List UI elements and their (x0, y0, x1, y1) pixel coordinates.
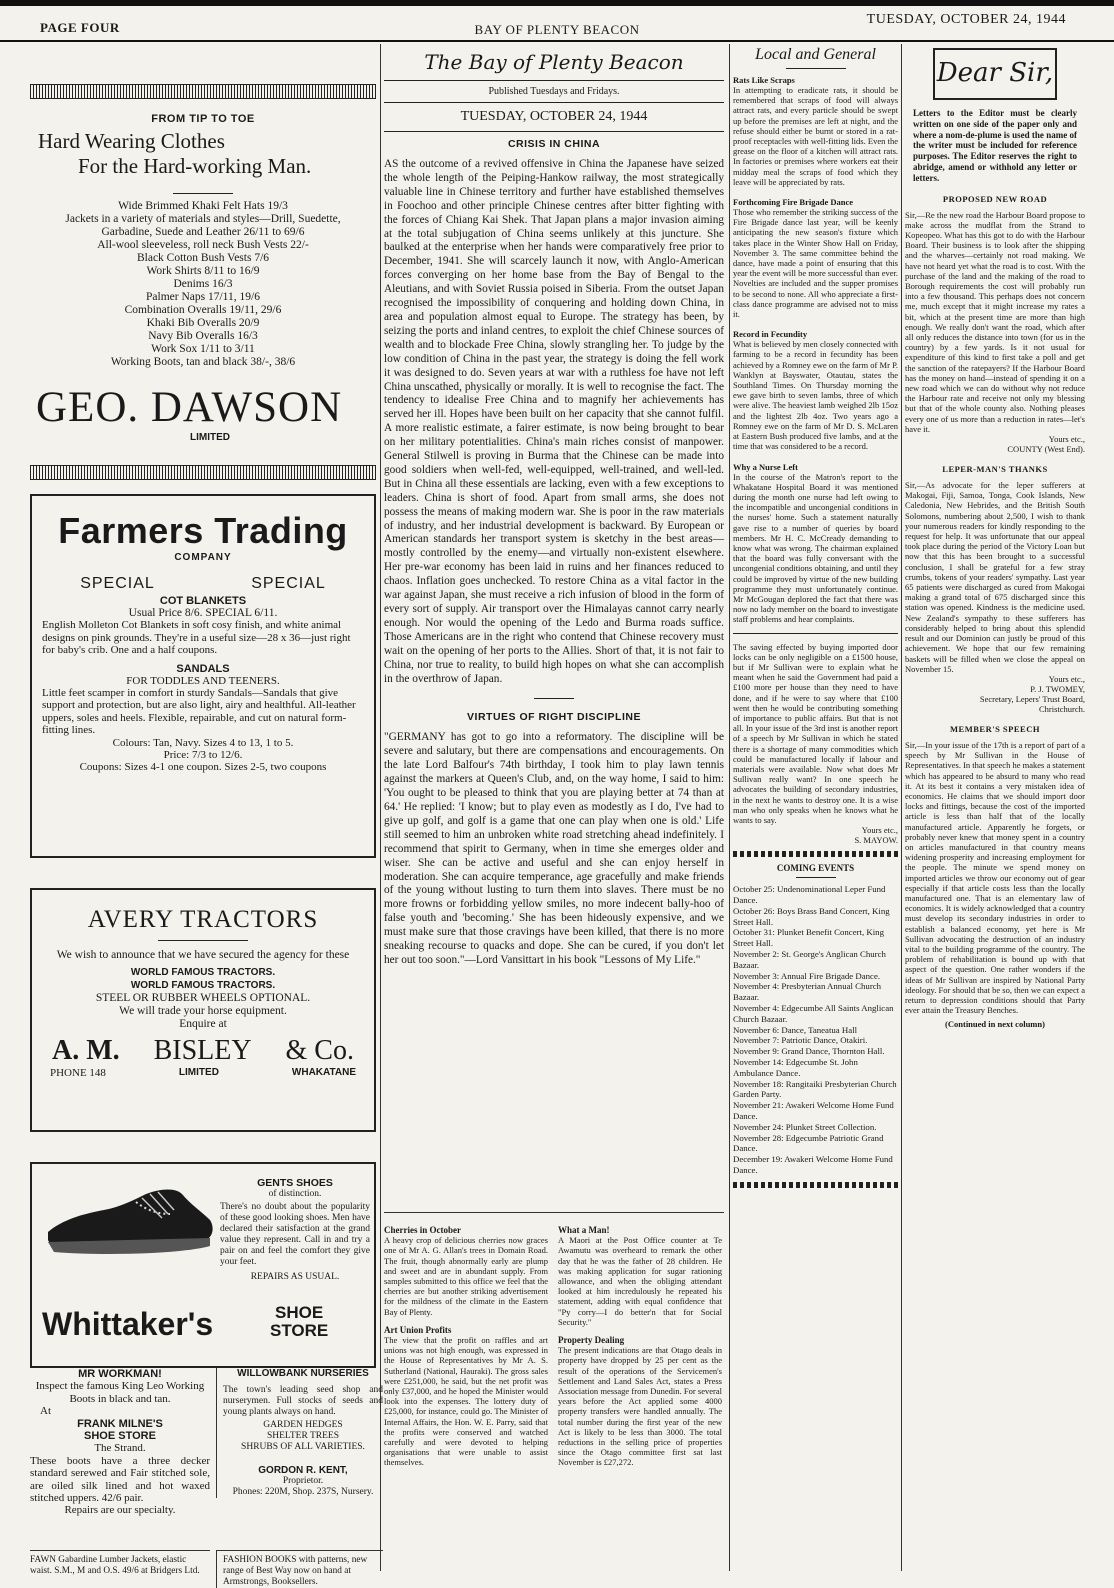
shoe-illustration-icon (42, 1180, 216, 1264)
bisley-surname: BISLEY (153, 1035, 252, 1066)
bisley-town: WHAKATANE (291, 1067, 356, 1078)
leper-yours: Yours etc., (1048, 673, 1085, 684)
divider (384, 102, 724, 103)
column-rule (380, 44, 381, 1571)
whittaker-shoe: SHOE (275, 1303, 324, 1322)
list-item: November 24: Plunket Street Collection. (733, 1121, 877, 1132)
sandals-price: Price: 7/3 to 12/6. (163, 748, 243, 761)
property-body: The present indications are that Otago deals in property have dropped by 25 per cent as the result of the operations of the Servicemen's Settlement and Land Sales Act, states a Press Association message from Dunedin. For several years before the Act applied some 4000 property transfers were handled annually. The total number during the first year of the new Act is likely to be less than 3000. The total reductions in the selling price of properties since the Otago committee first sat last November is £27,272. (558, 1345, 722, 1468)
whittaker-sub: of distinction. (268, 1189, 322, 1199)
record-body: What is believed by men closely connected with farming to be a record in fecundity has been achieved by a Romney ewe on the farm of Mr P. Wanklyn at Bayswater, Otautau, states the Southland Times. On Thursday morning the ewe gave birth to seven lambs, three of which were alive. The heaviest lamb weighed 2lb 15oz and the lightest 2lb 4oz. Two years ago a Romney ewe on the farm of Mr D. S. McLaren at Eastern Bush produced five lambs, and at the time that was considered to be a record. (733, 339, 898, 452)
special-left: SPECIAL (80, 575, 155, 592)
new-road-signature: COUNTY (West End). (1007, 444, 1085, 455)
paper-name: BAY OF PLENTY BEACON (474, 22, 640, 37)
list-item: November 18: Rangitaiki Presbyterian Church Garden Party. (733, 1078, 897, 1100)
crisis-in-china-head: CRISIS IN CHINA (507, 138, 601, 150)
local-column (733, 44, 898, 1573)
dawson-headline-2: For the Hard-working Man. (78, 154, 312, 178)
farmers-brand: Farmers Trading (58, 510, 348, 551)
bisley-limited: LIMITED (178, 1067, 219, 1078)
avery-line-3: WORLD FAMOUS TRACTORS. (130, 980, 276, 991)
farmers-trading-ad (30, 494, 376, 858)
cot-blankets-head: COT BLANKETS (159, 595, 247, 607)
events-list (733, 884, 898, 1176)
decorative-stripe (30, 465, 376, 480)
list-item: October 25: Undenominational Leper Fund Dance. (733, 884, 886, 905)
list-item: October 26: Boys Brass Band Concert, King Street Hall. (733, 905, 890, 927)
farmers-company: COMPANY (174, 552, 232, 563)
letters-intro: Letters to the Editor must be clearly written on one side of the paper only and where a nom-de-plume is used the name of the writer must be included for reference purposes. The Editor reserves the right to abridge, amend or withhold any letter or letters. (913, 108, 1077, 183)
divider (173, 193, 233, 194)
bisley-co: & Co. (285, 1035, 354, 1066)
news-briefs (384, 1212, 724, 1468)
list-item: November 6: Dance, Taneatua Hall (733, 1024, 858, 1035)
whittaker-store (270, 1304, 328, 1340)
leper-signature-2: Secretary, Lepers' Trust Board, (979, 693, 1085, 704)
list-item: November 7: Patriotic Dance, Otakiri. (733, 1035, 868, 1046)
coming-events-head: COMING EVENTS (776, 863, 855, 874)
letter-body: The saving effected by buying imported door locks can be only negligible on a £1500 house, but if Mr Sullivan were to explain what he meant when he said the Government had paid a £100 more per house than they need to have done, and if he were to say where that £100 went then he would be contributing something of importance to public affairs. But that is not all. In your issue of the 3rd inst is another report of a speech by Mr Sullivan in which he stated there is a shortage of many commodities which could be manufactured locally if labour and materials were available. Now what does Mr Sullivan really want? In one speech he advocates the building of secondary industries, in the next he wants to destroy one. It is a wise man who only speaks when he knows what he wants to say. (733, 641, 898, 825)
issue-date: TUESDAY, OCTOBER 24, 1944 (866, 12, 1066, 27)
cot-blankets-body: English Molleton Cot Blankets in soft cosy finish, and white animal designs on pink grounds. They're in a useful size—28 x 36—just right for baby's crib. One and a half coupons. (42, 619, 351, 656)
cherries-body: A heavy crop of delicious cherries now graces one of Mr A. G. Allan's trees in Domain Road. The fruit, though abnormally early are plump and sweet and are in abundant supply. From samples submitted to this office we feel that the cherries are but another striking advertisement for the mildness of the climate in the Eastern Bay of Plenty. (384, 1235, 548, 1317)
list-item: Palmer Naps 17/11, 19/6 (146, 291, 260, 303)
list-item: Garbadine, Suede and Leather 26/11 to 69/6 (101, 226, 305, 238)
list-item: November 3: Annual Fire Brigade Dance. (733, 970, 881, 981)
list-item: Combination Overalls 19/11, 29/6 (124, 304, 282, 316)
dawson-price-list (30, 200, 376, 369)
leper-head: LEPER-MAN'S THANKS (942, 464, 1048, 475)
milne-at: At (40, 1405, 51, 1418)
sandals-coupons: Coupons: Sizes 4-1 one coupon. Sizes 2-5, two coupons (79, 760, 327, 773)
fashion-books-ad: FASHION BOOKS with patterns, new range of Best Way now on hand at Armstrongs, Booksellers. (216, 1550, 383, 1588)
willowbank-body: The town's leading seed shop and nurserymen. Full stocks of seeds and young plants always on hand. (223, 1385, 383, 1417)
masthead-bar (0, 0, 1114, 6)
decorative-stripe (30, 84, 376, 99)
list-item: Navy Bib Overalls 16/3 (148, 330, 258, 342)
list-item: Work Shirts 8/11 to 16/9 (146, 265, 260, 277)
fire-head: Forthcoming Fire Brigade Dance (733, 197, 854, 208)
willowbank-line-3: SHRUBS OF ALL VARIETIES. (241, 1442, 365, 1452)
milne-store: SHOE STORE (84, 1430, 156, 1443)
rats-body: In attempting to eradicate rats, it should be remembered that scraps of food will always attract rats, and every particle should be swept up before the premises are left at night, and the refuse should either be burnt or stored in a rat-proof receptacles with well-fitting lids. Even the grease on the floor of a kitchen will attract rats. In factories or premises where workers eat their midday meal the scraps of food which they leave will be appreciated by rats. (733, 85, 898, 187)
avery-brand: AVERY TRACTORS (87, 906, 319, 933)
list-item: Denims 16/3 (173, 278, 233, 290)
whittaker-head: GENTS SHOES (257, 1177, 333, 1189)
list-item: December 19: Awakeri Welcome Home Fund Dance. (733, 1154, 893, 1175)
milne-ad (30, 1368, 210, 1517)
divider (384, 80, 724, 81)
column-rule (901, 44, 902, 1571)
milne-address: The Strand. (94, 1442, 146, 1455)
letter-signature: S. MAYOW. (854, 835, 898, 846)
list-item: November 2: St. George's Anglican Church Bazaar. (733, 948, 886, 970)
list-item: Work Sox 1/11 to 3/11 (151, 343, 255, 355)
new-road-body: Sir,—Re the new road the Harbour Board propose to make across the mudflat from the Strand to Kopeopeo. What has this got to do with the Harbour Board. Their business is to look after the shipping and the wharves—certainly not road making. We have not heard yet what the road is to cost. With the purchase of the land and the making of the road to Borough requirements the cost will probably run into a few thousand. This perhaps does not concern me, much except that it might increase my rates a bit, which at the present time are more than high enough. We really don't want the road, which after all only reduces the distance into town (for us in the country) by a few yards. Is it not usual for expenditure of this kind to first take a poll and get the sanction of the ratepayers? If the Harbour Board has the money on hand—instead of spending it on a new road which we can do without why not reduce the Harbour rate and receive not only my blessing but that of the whole county also. Nothing pleases every one of us more than a reduction in rates—let's have it. (905, 209, 1085, 434)
avery-line-6: Enquire at (179, 1018, 227, 1030)
masthead (0, 0, 1114, 42)
list-item: All-wool sleeveless, roll neck Bush Vests 22/- (97, 239, 309, 251)
whittaker-brand: Whittaker's (42, 1306, 214, 1342)
discipline-head: VIRTUES OF RIGHT DISCIPLINE (467, 711, 641, 724)
list-item: November 9: Grand Dance, Thornton Hall. (733, 1046, 885, 1057)
list-item: Black Cotton Bush Vests 7/6 (136, 252, 270, 264)
list-item: November 28: Edgecumbe Patriotic Grand Dance. (733, 1132, 884, 1154)
bisley-footer (32, 1067, 374, 1079)
editorial-date: TUESDAY, OCTOBER 24, 1944 (460, 109, 648, 124)
sandals-colours: Colours: Tan, Navy. Sizes 4 to 13, 1 to 5. (112, 736, 294, 749)
column-rule (729, 44, 730, 1571)
dawson-kicker: FROM TIP TO TOE (151, 113, 255, 125)
editorial-column (384, 44, 724, 1573)
avery-line-4: STEEL OR RUBBER WHEELS OPTIONAL. (95, 992, 311, 1004)
whittaker-text (220, 1178, 370, 1283)
list-item: November 4: Presbyterian Annual Church Bazaar. (733, 981, 882, 1003)
member-speech-body: Sir,—In your issue of the 17th is a report of part of a speech by Mr Sullivan in the House of Representatives. In that speech he makes a statement which has appeared to be absurd to many who read it. At its best it contains a very mistaken idea of economics. He claims that we should import door locks and fittings, because the cost of the imported article is less than half that of the locally manufactured article. Apparently he forgets, or probably never knew that money spent in a country on articles manufactured in that country means widening prosperity and increasing employment for the people. The minute we spend money on imported articles we throw our economy out of gear especially if that article costs less than the locally manufactured one. That is an elementary law of economics. It is widely acknowledged that a country must develop its secondary industries in order to establish a balanced economy, yet here is Mr Sullivan advocating the destruction of an industry vital to the building programme of the country. The problem of rehabilitation is bound up with that aspect of the question. One rather wonders if the ideas of Mr Sullivan are inspired by National Party ideology. For should that be so, then we can expect a return to depression conditions should that Party ever attain the Treasury Benches. (905, 739, 1085, 1016)
letters-column (905, 44, 1085, 1573)
cherries-head: Cherries in October (384, 1225, 461, 1235)
leper-signature-1: P. J. TWOMEY, (1030, 683, 1085, 694)
divider (384, 131, 724, 132)
member-speech-head: MEMBER'S SPEECH (950, 723, 1040, 734)
willowbank-line-1: GARDEN HEDGES (263, 1420, 343, 1430)
bisley-phone: PHONE 148 (50, 1067, 106, 1079)
list-item: Working Boots, tan and black 38/-, 38/6 (110, 356, 296, 368)
dawson-headline-1: Hard Wearing Clothes (38, 129, 225, 153)
rats-head: Rats Like Scraps (733, 75, 795, 85)
new-road-head: PROPOSED NEW ROAD (942, 193, 1048, 204)
letter-yours: Yours etc., (861, 825, 898, 836)
decorative-rule (733, 851, 898, 857)
sandals-body: Little feet scamper in comfort in sturdy Sandals—Sandals that give support and protection, but are also light, airy and healthful. All-leather uppers, soles and heels. Flexible, repairable, and cut on natural form-fitting lines. (42, 686, 356, 736)
bisley-name (32, 1035, 374, 1067)
decorative-rule (733, 1182, 898, 1188)
dawson-brand: GEO. DAWSON (36, 384, 343, 431)
record-head: Record in Fecundity (733, 329, 808, 340)
bisley-initials: A. M. (52, 1035, 120, 1066)
dear-sir-logo: Dear Sir, (933, 48, 1057, 100)
divider (534, 698, 574, 699)
crisis-in-china-body: AS the outcome of a revived offensive in China the Japanese have seized the whole length of the Peiping-Hankow railway, the most strategically valuable line in Chinese territory and further have established themselves in Foochoo and other principle Chinese centres after bitter fighting with the forces of Chiang Kai Shek. That Japan plans a major invasion aiming at the total subjugation of China seems unlikely at this juncture. She baulked at the enterprise when her hands were comparatively free prior to December, 1941. She will scarcely launch it now, with Anglo-American forces converging on her home base from the Bay of Bengal to the Aleutians, and with Soviet Russia poised in Siberia. From the outset Japan recognised the impossibility of conquering and holding down China, in area and population almost equal to Europe. The strategy has been, by seizing the ports and inland centres, to exploit the chief Chinese sources of wealth and to blockade Free China, slowly strangling her. To judge by the low condition of China in the past year, the strategy is doing the fell work it was designed to do. Seven years at war with a ruthless foe have not left China unscathed, physically or morally. It is well to recognise the fact. The tendency to idealise Free China and to magnify her achievements has served her ill. Hopes have been built on her capacity that she cannot fulfil. A more realistic estimate, a fairer estimate, is now being brought to bear on her military potentialities. China's main riches consist of manpower. General Stilwell is proving in Burma that the Chinese can be made into good soldiers when well-fed, well-equipped, well-trained, and well-led. But in China all these essentials are lacking, even with a few exceptions to leaders. China is short of food. Apart from small arms, she does not possess the means of making modern war. She is poor in the raw materials of industry, and her industrial development is backward. By European or American standards her transport system is sketchy in the best areas—mostly controlled by the enemy—and virtually non-existent elsewhere. Her pre-war economy has been laid in ruins and her finances reduced to chaos. Inflation goes unchecked. To restore China as a vital factor in the war against Japan, she must receive a rich infusion of blood in the form of every sort of supply. Air transport over the Himalayas cannot carry nearly enough. Nor would the opening of the Ledo and Burma roads suffice. Those Americans are in the right who contend that Chinese recovery must wait on the opening of her ports to the Allies. Short of that, it is not fair to China, nor true to reality, to build high hopes on what she can accomplish in the overthrow of Japan. (384, 158, 724, 685)
milne-body-2: These boots have a three decker standard serewed and Fair stitched sole, are oiled silk lined and hot waxed stitched uppers. 42/6 pair. (30, 1454, 210, 1505)
discipline-body: "GERMANY has got to go into a reformatory. The discipline will be severe and salutary, but there are compensations and encouragements. On the late Lord Balfour's 74th birthday, I took him to play lawn tennis against the markers at Queen's Club, and, on the way home, I said to him: 'You ought to be pleased to think that you are playing better at 74 than at 64.' He replied: 'I know; but to play even as modestly as I do, I've had to give up golf, and golf is a game that one can play when one is old.' Life still seemed to him an unbroken white road stretching ahead indefinitely. I recommend that spirit to Germany, when in time she emerges older and wiser. She can be active and useful and she can enjoy herself in moderation. She can acquire temperance, age gracefully and make friends of the young without lusting to turn them into slaves. There must be no more frowns or forbidding yellow smiles, no more indecent bally-hoo of false youth and 'becoming.' She has been hideously expensive, and we must make sure that those cravings have been killed, that there is no more sneaking recourse to quacks and dope. She can be cured, if you don't let her out too soon."—Lord Vansittart in his book "Lessons of My Life." (384, 731, 724, 966)
milne-head: MR WORKMAN! (78, 1368, 162, 1380)
sandals-sub: FOR TODDLES AND TEENERS. (126, 674, 280, 687)
cot-blankets-price: Usual Price 8/6. SPECIAL 6/11. (128, 607, 278, 619)
special-banner (32, 575, 374, 593)
new-road-yours: Yours etc., (1048, 434, 1085, 445)
willowbank-head: WILLOWBANK NURSERIES (237, 1368, 369, 1379)
fire-body: Those who remember the striking success of the Fire Brigade dance last year, will be keenly anticipating the new season's fixture which takes place in the Winter Show Hall on Friday, November 3. The same committee behind the dance, have made a point of ensuring that this year the event will be more successful than ever. Novelties are included and the supper promises to be second to none. All who appreciate a first-class dance programme are advised not to miss it. (733, 207, 898, 320)
avery-line-5: We will trade your horse equipment. (119, 1005, 287, 1017)
list-item: November 4: Edgecumbe All Saints Anglican Church Bazaar. (733, 1002, 894, 1024)
briefs-left (384, 1221, 548, 1468)
sandals-head: SANDALS (176, 662, 230, 675)
local-title: Local and General (755, 46, 876, 63)
editorial-published: Published Tuesdays and Fridays. (488, 86, 620, 97)
nurse-head: Why a Nurse Left (733, 461, 798, 472)
willowbank-line-2: SHELTER TREES (266, 1431, 340, 1441)
willowbank-title: Proprietor. (282, 1476, 324, 1486)
avery-line-2: WORLD FAMOUS TRACTORS. (130, 967, 276, 978)
dawson-ad (30, 62, 376, 480)
divider (796, 877, 836, 878)
divider (158, 940, 248, 941)
willowbank-name: GORDON R. KENT, (258, 1465, 348, 1476)
avery-tractors-ad (30, 888, 376, 1132)
list-item: November 14: Edgecumbe St. John Ambulance Dance. (733, 1056, 858, 1078)
leper-signature-3: Christchurch. (1038, 703, 1085, 714)
briefs-right (558, 1221, 722, 1468)
divider (786, 68, 846, 69)
fawn-ad: FAWN Gabardine Lumber Jackets, elastic waist. S.M., M and O.S. 49/6 at Bridgers Ltd. (30, 1550, 210, 1577)
property-head: Property Dealing (558, 1335, 625, 1346)
dawson-limited: LIMITED (190, 432, 230, 443)
whittaker-repairs: REPAIRS AS USUAL. (250, 1272, 340, 1282)
willowbank-ad (216, 1368, 383, 1498)
nurse-body: In the course of the Matron's report to the Whakatane Hospital Board it was mentioned during the month one nurse had left owing to the incompatible and uncongenial conditions in the nurses' home. Such a statement naturally gave rise to a number of queries by board members. Mr H. C. McCready demanding to know what was wrong. The chairman explained that the board was fully conversant with the uncongenial conditions obtaining, and until they could be improved by virtue of the new building programme they must unfortunately continue. Mr McGougan deplored the fact that there was now no lady member on the board to investigate staff problems and hear complaints. (733, 471, 898, 625)
willowbank-phones: Phones: 220M, Shop. 237S, Nursery. (232, 1487, 374, 1497)
avery-line-1: We wish to announce that we have secured the agency for these (56, 949, 350, 961)
list-item: October 31: Plunket Benefit Concert, King Street Hall. (733, 927, 884, 949)
whittaker-body: There's no doubt about the popularity of these good looking shoes. Men have declared their satisfaction at the grand value they represent. Call in and try a pair on and feel the comfort they give your feet. (220, 1202, 370, 1267)
leper-body: Sir,—As advocate for the leper sufferers at Makogai, Fiji, Samoa, Tonga, Cook Islands, New Caledonia, New Hebrides, and the British South Solomons, numbering about 2,500, I wish to thank your numerous readers for kindly responding to the request for help. It was unfortunate that our appeal took place during the period of the Victory Loan but now that this has been brought to a successful conclusion, I shall be grateful for a few stray crumbs, tokens of your readers' sympathy. Last year 65 patients were discharged as cured from Makogai making a grand total of 675 discharged since this station was opened. Kindness is the medicine used. New Zealand's sympathy to these sufferers has considerably helped to bring about this splendid result and our Dominion can justly be proud of this achievement. We hope that our few remaining baskets will be filled when we close the appeal on November 15. (905, 480, 1085, 674)
continued-note: (Continued in next column) (945, 1019, 1045, 1030)
milne-body: Inspect the famous King Leo Working Boots in black and tan. (35, 1380, 205, 1405)
list-item: November 21: Awakeri Welcome Home Fund Dance. (733, 1100, 894, 1121)
editorial-masthead: The Bay of Plenty Beacon (424, 50, 684, 74)
list-item: Jackets in a variety of materials and styles—Drill, Suedette, (65, 213, 341, 225)
list-item: Khaki Bib Overalls 20/9 (146, 317, 260, 329)
milne-name: FRANK MILNE'S (77, 1417, 163, 1430)
milne-repairs: Repairs are our specialty. (64, 1504, 176, 1517)
ads-column (30, 44, 383, 1587)
whittaker-store-word: STORE (270, 1321, 329, 1340)
divider (733, 633, 898, 634)
art-union-body: The view that the profit on raffles and art unions was not high enough, was expressed in the House of Representatives by Mr A. S. Sutherland (National, Hauraki). The gross sales were £251,000, he said, but the net profit was only £37,000, and he hoped the Minister would look into the expenses. The lottery duty of £25,000, for instance, could go. The Minister of Internal Affairs, the Hon. W. E. Parry, said that the profits were conserved and watched carefully and were devoted to helping organisations that were unable to assist themselves. (384, 1335, 548, 1468)
special-right: SPECIAL (251, 575, 326, 592)
whittaker-ad (30, 1162, 376, 1368)
list-item: Wide Brimmed Khaki Felt Hats 19/3 (118, 200, 288, 212)
art-union-head: Art Union Profits (384, 1324, 452, 1335)
page-number: PAGE FOUR (40, 20, 120, 35)
what-a-man-body: A Maori at the Post Office counter at Te Awamutu was overheard to remark the other day that he was the father of 28 children. He was making application for sugar rationing allowance, and when the obliging attendant looked at him incredulously he repeated his statement, adding with equal confidence that "Py corry—I do better'n that for Social Security." (558, 1235, 722, 1327)
what-a-man-head: What a Man! (558, 1225, 610, 1235)
